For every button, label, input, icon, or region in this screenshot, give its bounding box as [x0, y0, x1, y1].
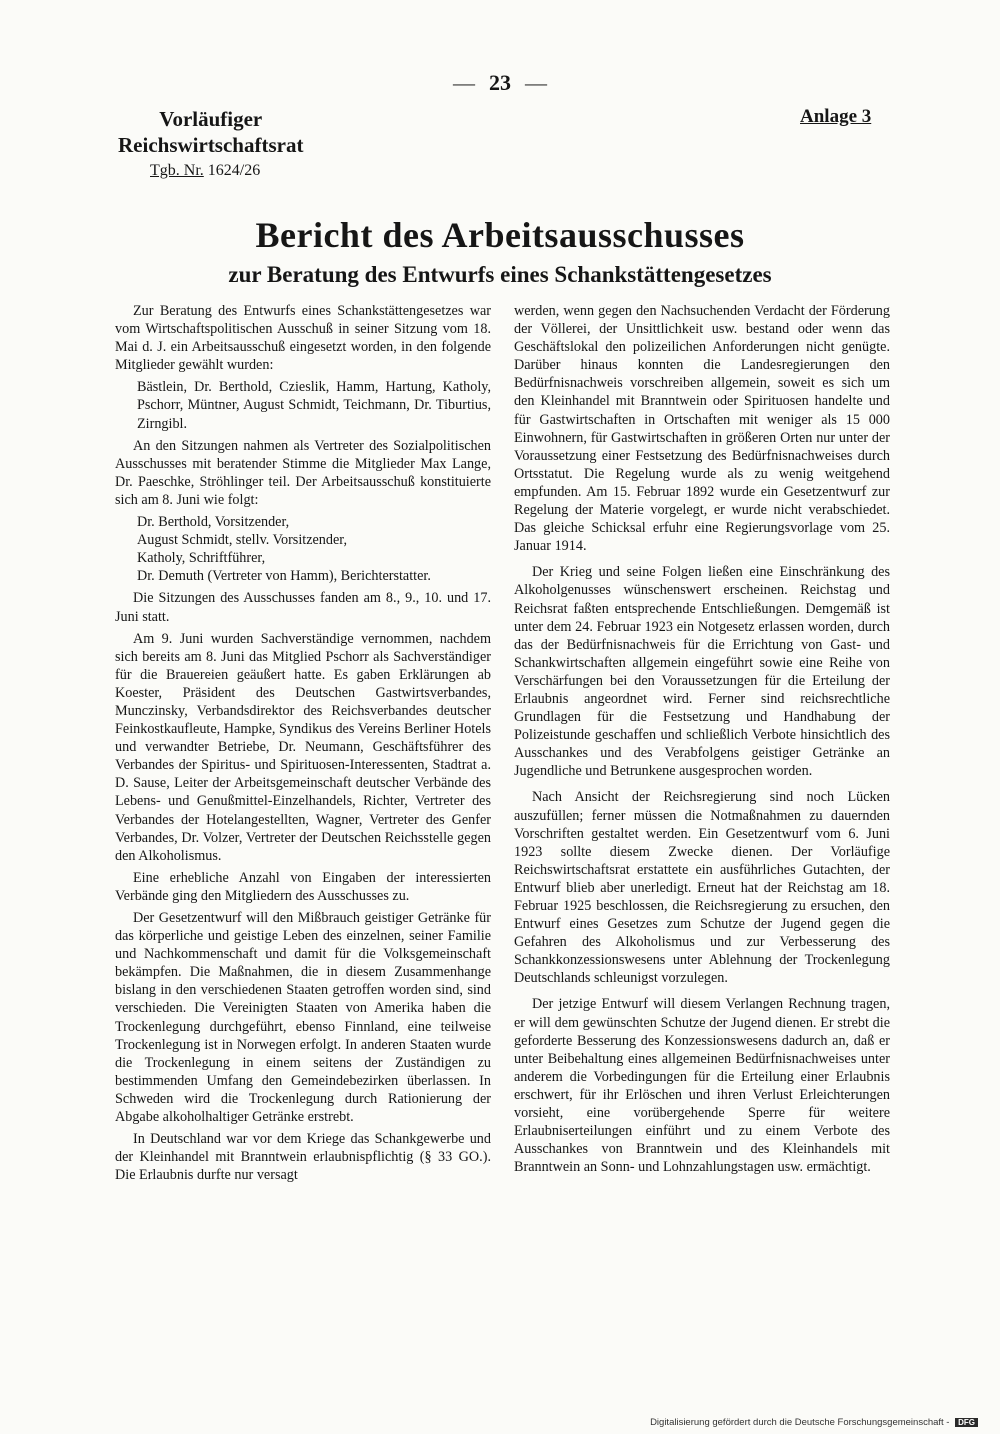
annex-label: Anlage 3 — [800, 106, 872, 127]
dfg-logo: DFG — [955, 1418, 978, 1427]
right-column — [514, 302, 890, 1180]
paragraph: Eine erhebliche Anzahl von Eingaben der interessierten Verbände ging den Mitgliedern des Ausschusses zu. — [115, 869, 491, 904]
institution-line-2: Reichswirtschaftsrat — [118, 133, 304, 157]
reference-number — [150, 162, 260, 180]
officer-entry: August Schmidt, stellv. Vorsitzender, — [137, 532, 347, 549]
document-subtitle: zur Beratung des Entwurfs eines Schankstättengesetzes — [228, 262, 772, 287]
officer-entry: Dr. Demuth (Vertreter von Hamm), Berichterstatter. — [137, 568, 431, 585]
paragraph: In Deutschland war vor dem Kriege das Schankgewerbe und der Kleinhandel mit Branntwein erlaubnispflichtig (§ 33 GO.). Die Erlaubnis durfte nur versagt — [115, 1131, 491, 1184]
paragraph: Der Gesetzentwurf will den Mißbrauch geistiger Getränke für das körperliche und geistige Leben des einzelnen, seiner Familie und Nachkommenschaft und damit für die Volksgemeinschaft bekämpfen. Die Maßnahmen, die in diesem Zusammenhange bislang in den verschiedenen Staaten getroffen worden sind, sind verschieden. Die Vereinigten Staaten von Amerika haben die Trockenlegung durchgeführt, ebenso Finnland, eine teilweise Trockenlegung ist in Norwegen erfolgt. In anderen Staaten wurde die Trockenlegung in einem seitens der Zuständigen zu bestimmenden Umfang den Gemeindebezirken überlassen. In Schweden wird die Trockenlegung durch Rationierung der Abgabe alkoholhaltiger Getränke erstrebt. — [115, 910, 491, 1126]
digitization-credit — [650, 1417, 978, 1428]
institution-name — [118, 106, 303, 158]
reference-prefix: Tgb. Nr. — [150, 162, 204, 179]
document-title: Bericht des Arbeitsausschusses — [255, 215, 745, 255]
page-number — [0, 70, 1000, 96]
reference-value: 1624/26 — [207, 162, 261, 179]
paragraph: An den Sitzungen nahmen als Vertreter des Sozialpolitischen Ausschusses mit beratender Stimme die Mitglieder Max Lange, Dr. Paeschke, Ströhlinger teil. Der Arbeitsausschuß konstituierte sich am 8. Juni wie folgt: — [115, 437, 491, 508]
institution-line-1: Vorläufiger — [159, 107, 263, 131]
paragraph: Der jetzige Entwurf will diesem Verlangen Rechnung tragen, er will dem gewünschten Schutze der Jugend dienen. Er strebt die geforderte Besserung des Konzessionswesens dadurch an, daß er unter Beibehaltung eines allgemeinen Bedürfnisnachweises unter anderem die Vorbedingungen für die Erteilung einer Erlaubnis erschwert, für ihr Erlöschen und ihren Verlust Erleichterungen vorsieht, eine vorübergehende Sperre für weitere Erlaubniserteilungen einführt und zu einem Verbote des Ausschankes von Branntwein und des Kleinhandels mit Branntwein an Sonn- und Lohnzahlungstagen usw. ermächtigt. — [514, 996, 890, 1176]
paragraph: Der Krieg und seine Folgen ließen eine Einschränkung des Alkoholgenusses wünschenswert erscheinen. Reichstag und Reichsrat faßten entsprechende Entschließungen. Demgemäß ist unter dem 24. Februar 1923 ein Notgesetz erlassen worden, durch das der Bedürfnisnachweis für die Errichtung von Gast- und Schankwirtschaften allgemein eingeführt sowie eine Reihe von Verschärfungen bei den Voraussetzungen für die Erteilung der Erlaubnis angeordnet wird. Ferner sind reichsrechtliche Grundlagen für die Festsetzung und Handhabung der Polizeistunde geschaffen und schließlich Verbote hinsichtlich des Ausschankes und des Verabfolgens geistiger Getränke an Jugendliche und Betrunkene ausgesprochen worden. — [514, 564, 890, 780]
page-number-dash-right: — — [525, 70, 547, 95]
page-number-dash-left: — — [453, 70, 475, 95]
paragraph: Die Sitzungen des Ausschusses fanden am 8., 9., 10. und 17. Juni statt. — [115, 590, 491, 625]
paragraph: Am 9. Juni wurden Sachverständige vernommen, nachdem sich bereits am 8. Juni das Mitglied Pschorr als Sachverständiger für die Brauereien geäußert hatte. Es gaben Erklärungen ab Koester, Präsident des Deutschen Gastwirtsverbandes, Munczinsky, Verbandsdirektor des Reichsverbandes deutscher Feinkostkaufleute, Hampke, Syndikus des Vereins Berliner Hotels und verwandter Betriebe, Dr. Neumann, Geschäftsführer des Verbandes der Spiritus- und Spirituosen-Interessenten, Stadtrat a. D. Sause, Leiter der Arbeitsgemeinschaft deutscher Verbände des Lebens- und Genußmittel-Einzelhandels, Richter, Vertreter des Verbandes der Hotelangestellten, Wagner, Vertreter des Genfer Verbandes, Dr. Volzer, Vertreter der Deutschen Reichsstelle gegen den Alkoholismus. — [115, 630, 491, 864]
officer-entry: Dr. Berthold, Vorsitzender, — [137, 514, 290, 531]
left-column — [115, 302, 491, 1188]
credit-text: Digitalisierung gefördert durch die Deutsche Forschungsgemeinschaft - — [650, 1417, 950, 1428]
officer-entry: Katholy, Schriftführer, — [137, 550, 266, 567]
paragraph: Zur Beratung des Entwurfs eines Schankstättengesetzes war vom Wirtschaftspolitischen Ausschuß in seiner Sitzung vom 18. Mai d. J. ein Arbeitsausschuß eingesetzt worden, in den folgende Mitglieder gewählt wurden: — [115, 303, 491, 374]
paragraph: Nach Ansicht der Reichsregierung sind noch Lücken auszufüllen; ferner müssen die Notmaßnahmen zu dauernden Vorschriften gestaltet werden. Ein Gesetzentwurf vom 6. Juni 1923 sollte diesem Zwecke dienen. Der Vorläufige Reichswirtschaftsrat erstattete ein ausführliches Gutachten, der Entwurf blieb aber unerledigt. Erneut hat der Reichstag am 18. Februar 1925 beschlossen, die Reichsregierung zu ersuchen, den Entwurf eines Gesetzes zum Schutze der Jugend gegen die Gefahren des Alkoholismus und zur Verbesserung des Schankkonzessionswesens unter Ablehnung der Trockenlegung Deutschlands schleunigst vorzulegen. — [514, 789, 890, 987]
member-list: Bästlein, Dr. Berthold, Czieslik, Hamm, Hartung, Katholy, Pschorr, Müntner, August Schmidt, Teichmann, Dr. Tiburtius, Zirngibl. — [137, 379, 491, 432]
page-number-value: 23 — [489, 70, 511, 95]
paragraph: werden, wenn gegen den Nachsuchenden Verdacht der Förderung der Völlerei, der Unsittlichkeit usw. bestand oder wenn das Geschäftslokal den polizeilichen Anforderungen nicht genügte. Darüber hinaus konnten die Landesregierungen den Bedürfnisnachweis vorschreiben allgemein, soweit es sich um den Kleinhandel mit Branntwein oder Spirituosen handelte und für Gastwirtschaften in Ortschaften mit weniger als 15 000 Einwohnern, für Gastwirtschaften in größeren Orten nur unter der Voraussetzung einer Festsetzung des Bedürfnisnachweises durch Ortsstatut. Die Regelung wurde als zu wenig weitgehend empfunden. Am 15. Februar 1892 wurde ein Gesetzentwurf zur Regelung der Materie vorgelegt, er wurde nicht verabschiedet. Das gleiche Schicksal erfuhr eine Regierungsvorlage vom 25. Januar 1914. — [514, 303, 890, 555]
